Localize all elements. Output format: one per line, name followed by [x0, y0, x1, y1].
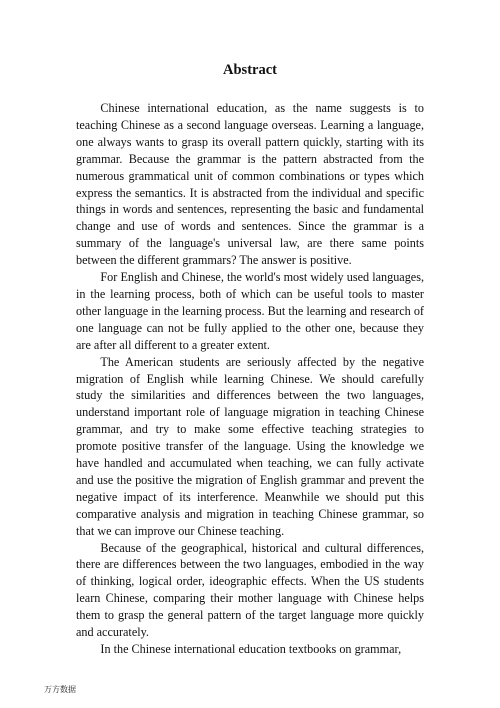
abstract-paragraph-5: In the Chinese international education textbooks on grammar, [100, 642, 402, 656]
abstract-paragraph-3: The American students are seriously affected by the negative migration of English while learning Chinese. We should carefully study the similarities and differences between the two languages, understand important role of language migration in teaching Chinese grammar, and try to make some effective teaching strategies to promote positive transfer of the language. Using the knowledge we have handled and accumulated when teaching, we can fully activate and use the positive the migration of English grammar and prevent the negative impact of its interference. Meanwhile we should put this comparative analysis and migration in teaching Chinese grammar, so that we can improve our Chinese teaching. [76, 354, 424, 538]
source-watermark: 万方数据 [44, 685, 76, 694]
abstract-paragraph-1: Chinese international education, as the name suggests is to teaching Chinese as a second language overseas. Learning a language, one always wants to grasp its overall pattern quickly, starting with its grammar. Because the grammar is the pattern abstracted from the numerous grammatical unit of common combinations or types which express the semantics. It is abstracted from the individual and specific things in words and sentences, representing the basic and fundamental change and use of words and sentences. Since the grammar is a summary of the language's universal law, are there same points between the different grammars? The answer is positive. [76, 101, 424, 268]
abstract-paragraph-4: Because of the geographical, historical and cultural differences, there are differences between the two languages, embodied in the way of thinking, logical order, ideographic effects. When the US students learn Chinese, comparing their mother language with Chinese helps them to grasp the general pattern of the target language more quickly and accurately. [76, 540, 424, 640]
abstract-paragraph-2: For English and Chinese, the world's most widely used languages, in the learning process, both of which can be useful tools to master other language in the learning process. But the learning and research of one language can not be fully applied to the other one, because they are after all different to a greater extent. [76, 270, 424, 352]
document-title: Abstract [223, 62, 277, 78]
document-page [76, 60, 424, 658]
